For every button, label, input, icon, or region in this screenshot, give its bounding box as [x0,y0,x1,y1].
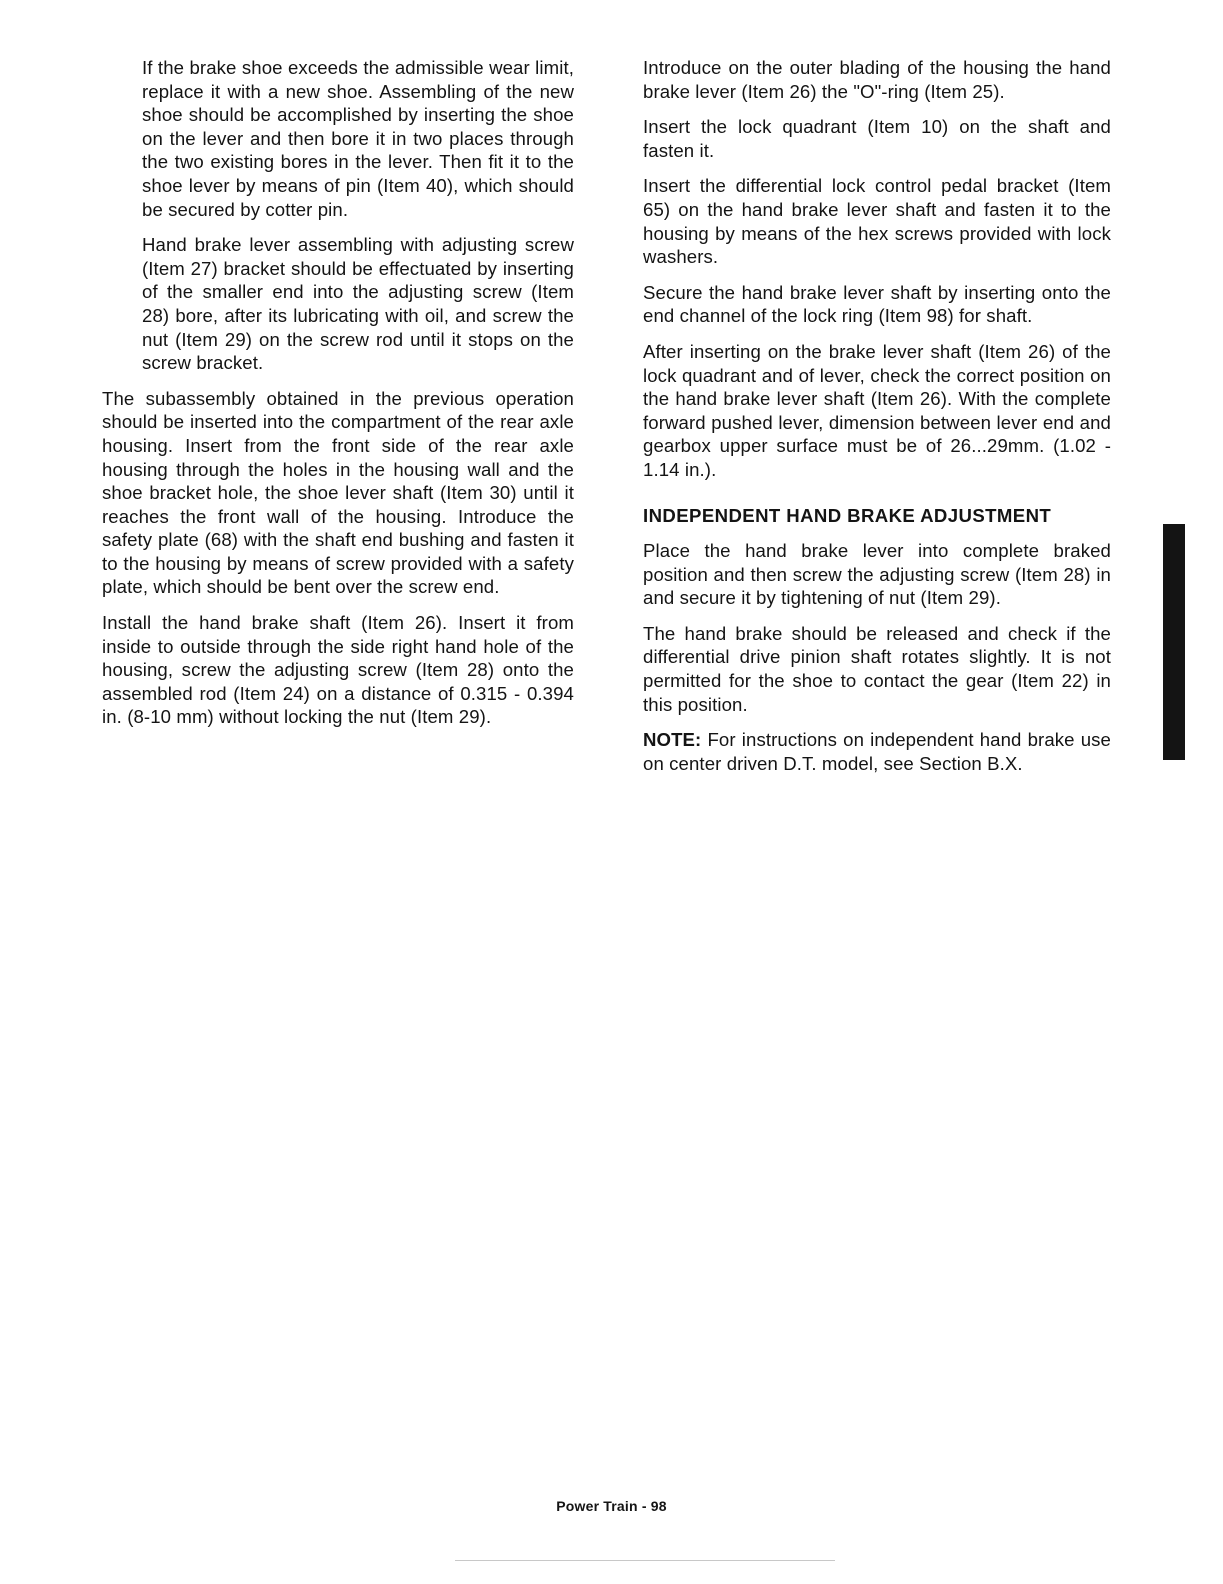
section-heading: INDEPENDENT HAND BRAKE ADJUSTMENT [643,504,1052,526]
paragraph-subassembly-insertion: The subassembly obtained in the previous operation should be inserted into the compartment of the rear axle housing. Insert from the front side of the rear axle housing through the holes in the housing wall and the shoe bracket hole, the shoe lever shaft (Item 30) until it reaches the front wall of the housing. Introduce the safety plate (68) with the shaft end bushing and fasten it to the housing by means of screw provided with a safety plate, which should be bent over the screw end. [102,387,574,598]
paragraph-brake-shoe-wear: If the brake shoe exceeds the admissible wear limit, replace it with a new shoe. Assembling of the new shoe should be accomplished by inserting the shoe on the lever and then bore it in two places through the two existing bores in the lever. Then fit it to the shoe lever by means of pin (Item 40), which should be secured by cotter pin. [142,57,574,220]
paragraph-lock-ring: Secure the hand brake lever shaft by inserting onto the end channel of the lock ring (Item 98) for shaft. [643,281,1111,327]
section-thumb-tab [1163,524,1185,760]
paragraph-o-ring: Introduce on the outer blading of the housing the hand brake lever (Item 26) the "O"-ring (Item 25). [643,57,1111,102]
right-column [643,56,1111,787]
paragraph-hand-brake-lever-assembly: Hand brake lever assembling with adjusting screw (Item 27) bracket should be effectuated by inserting of the smaller end into the adjusting screw (Item 28) bore, after its lubricating with oil, and screw the nut (Item 29) on the screw rod until it stops on the screw bracket. [142,234,574,374]
paragraph-lever-position-check: After inserting on the brake lever shaft (Item 26) of the lock quadrant and of lever, check the correct position on the hand brake lever shaft (Item 26). With the complete forward pushed lever, dimension between lever end and gearbox upper surface must be of 26...29mm. (1.02 - 1.14 in.). [643,340,1111,480]
paragraph-pedal-bracket: Insert the differential lock control pedal bracket (Item 65) on the hand brake lever shaft and fasten it to the housing by means of the hex screws provided with lock washers. [643,175,1111,268]
paragraph-braked-position: Place the hand brake lever into complete braked position and then screw the adjusting screw (Item 28) in and secure it by tightening of nut (Item 29). [643,540,1111,609]
footer-divider [455,1560,835,1561]
note-paragraph [643,728,1111,775]
paragraph-install-hand-brake-shaft: Install the hand brake shaft (Item 26). Insert it from inside to outside through the side right hand hole of the housing, screw the adjusting screw (Item 28) onto the assembled rod (Item 24) on a distance of 0.315 - 0.394 in. (8-10 mm) without locking the nut (Item 29). [102,612,574,728]
paragraph-lock-quadrant: Insert the lock quadrant (Item 10) on the shaft and fasten it. [643,116,1111,161]
left-column [102,56,574,741]
note-label: NOTE: [643,729,702,751]
note-text: For instructions on independent hand brake use on center driven D.T. model, see Section B.X. [643,729,1111,774]
paragraph-release-check: The hand brake should be released and check if the differential drive pinion shaft rotates slightly. It is not permitted for the shoe to contact the gear (Item 22) in this position. [643,622,1111,715]
page-footer: Power Train - 98 [556,1498,667,1514]
